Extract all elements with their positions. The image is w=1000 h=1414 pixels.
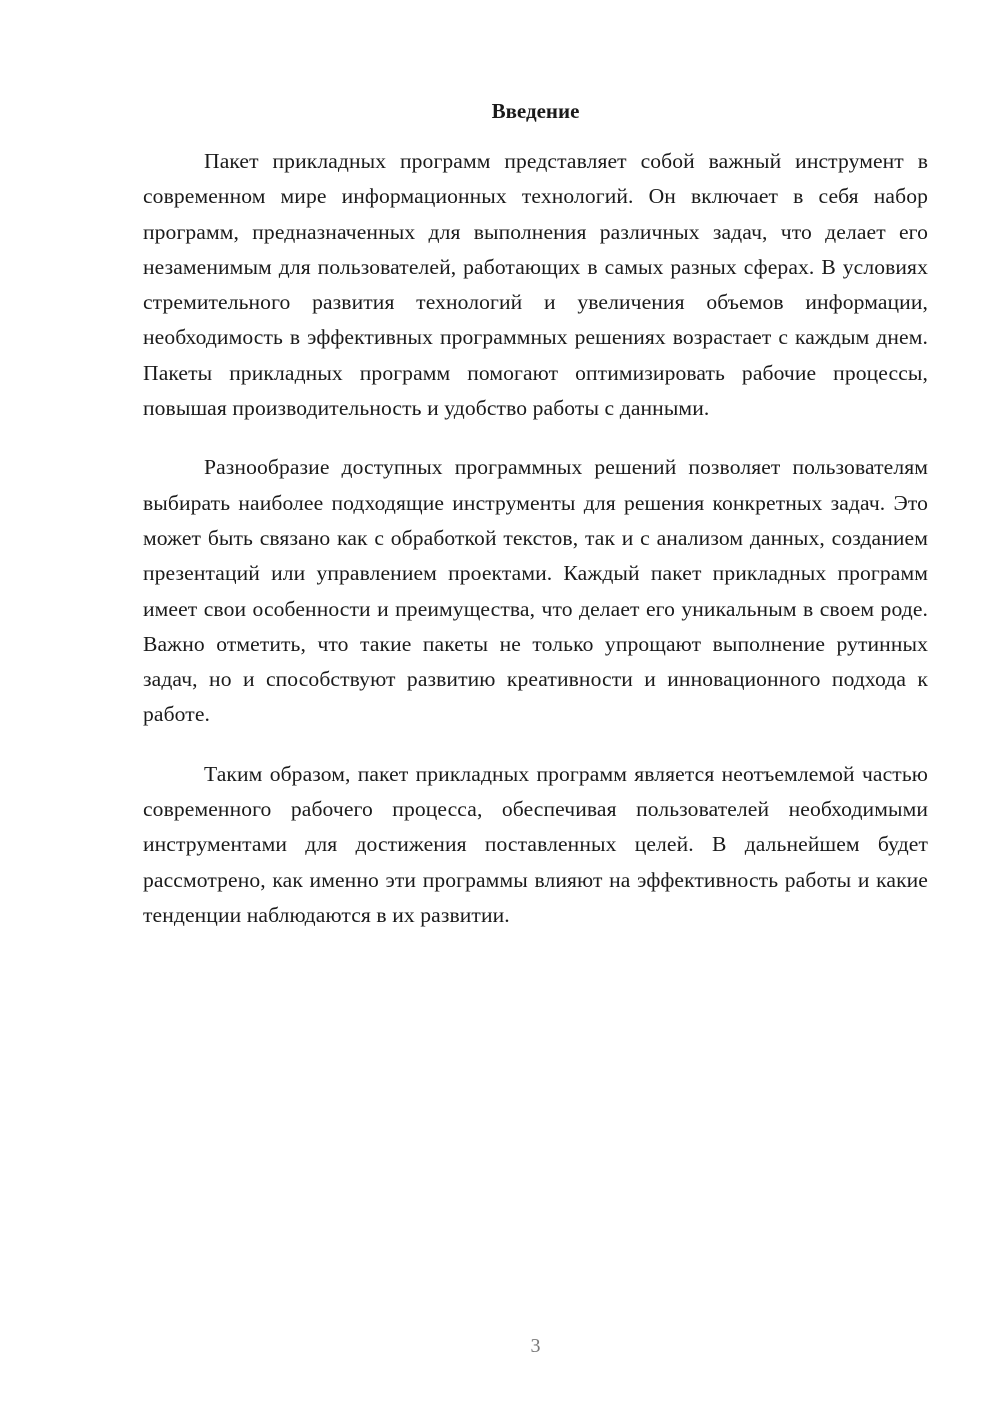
paragraph-3: Таким образом, пакет прикладных программ является неотъемлемой частью современного рабочего процесса, обеспечивая пользователей необходимыми инструментами для достижения поставленных целей. В дальнейшем будет рассмотрено, как именно эти программы влияют на эффективность работы и какие тенденции наблюдаются в их развитии. [143, 761, 928, 927]
paragraph-1: Пакет прикладных программ представляет собой важный инструмент в современном мире информационных технологий. Он включает в себя набор программ, предназначенных для выполнения различных задач, что делает его незаменимым для пользователей, работающих в самых разных сферах. В условиях стремительного развития технологий и увеличения объемов информации, необходимость в эффективных программных решениях возрастает с каждым днем. Пакеты прикладных программ помогают оптимизировать рабочие процессы, повышая производительность и удобство работы с данными. [143, 149, 928, 421]
document-body [143, 96, 928, 957]
paragraph-2: Разнообразие доступных программных решений позволяет пользователям выбирать наиболее подходящие инструменты для решения конкретных задач. Это может быть связано как с обработкой текстов, так и с анализом данных, созданием презентаций или управлением проектами. Каждый пакет прикладных программ имеет свои особенности и преимущества, что делает его уникальным в своем роде. Важно отметить, что такие пакеты не только упрощают выполнение рутинных задач, но и способствуют развитию креативности и инновационного подхода к работе. [143, 455, 928, 727]
page-number: 3 [530, 1335, 541, 1357]
section-title: Введение [491, 99, 580, 123]
